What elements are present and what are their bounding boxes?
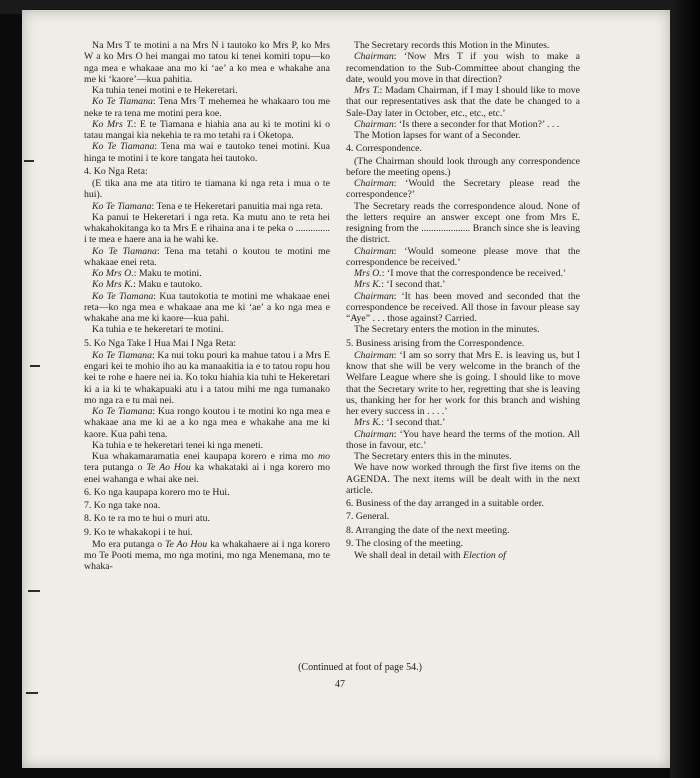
paragraph [84, 406, 330, 440]
paragraph: The Secretary records this Motion in the Minutes. [354, 40, 550, 51]
paragraph [346, 429, 580, 452]
paragraph [84, 350, 330, 406]
speaker: Chairman [354, 290, 394, 302]
maori-column [84, 40, 330, 573]
speaker: Ko Te Tiamana [92, 406, 153, 417]
paragraph [84, 291, 330, 325]
speaker: Chairman [354, 349, 394, 361]
speech: : E te Tiamana e hiahia ana au ki te motini ki o tatau mangai kia nekehia te ra mo tetahi ra i Oketopa. [84, 118, 330, 141]
paragraph: Ka tuhia tenei motini e te Hekeretari. [92, 85, 238, 96]
text-run: tera putanga o [84, 462, 147, 474]
paragraph [346, 268, 580, 279]
text-run: ka whakataki ai i nga korero mo enei wahanga e whai ake nei. [84, 462, 330, 485]
paragraph [84, 119, 330, 142]
speaker: Mrs T. [354, 85, 380, 96]
paragraph [346, 119, 580, 130]
paragraph: Ka panui te Hekeretari i nga reta. Ka mutu ano te reta hei whakahokitanga ko ta Mrs E e rihaina ana i te peka o .............. i te mea e haere ana ia he wahi ke. [84, 211, 330, 246]
text-run: We shall deal in detail with [354, 550, 464, 561]
speech: : Tena ma wai e tautoko tenei motini. Kua hinga te motini i te kore tangata hei tautoko. [84, 141, 330, 164]
speech: : Maku te motini. [133, 268, 202, 279]
paragraph [346, 51, 580, 85]
paragraph [346, 85, 580, 119]
list-item: 7. Ko nga take noa. [84, 500, 161, 511]
paragraph: We have now worked through the first five items on the AGENDA. The next items will be dealt with in the next article. [346, 462, 580, 496]
speaker: Ko Te Tiamana [92, 96, 153, 108]
speech: : ‘Is there a seconder for that Motion?’ . . . [393, 118, 560, 130]
continued-note: (Continued at foot of page 54.) [298, 662, 422, 673]
speaker: Ko Te Tiamana [92, 290, 154, 302]
speaker: Ko Mrs K. [92, 279, 134, 291]
paragraph: The Secretary enters this in the minutes. [354, 451, 512, 462]
text-run: Mo era putanga o [92, 538, 165, 550]
speech: : Tena ma tetahi o koutou te motini me whakaae enei reta. [84, 245, 330, 268]
paragraph: Ka tuhia e te hekeretari tenei ki nga meneti. [92, 439, 264, 451]
speech: : Tena e te Hekeretari panuitia mai nga reta. [151, 200, 323, 212]
margin-mark [26, 692, 38, 694]
speech: : ‘You have heard the terms of the motion. All those in favour, etc.’ [346, 428, 580, 451]
paragraph [84, 279, 330, 290]
speech: : Madam Chairman, if I may I should like to move that our representatives ask that the date be changed to a Sale-Day later in October, etc., etc., etc.’ [346, 85, 581, 119]
section-heading: 5. Ko Nga Take I Hua Mai I Nga Reta: [84, 337, 237, 349]
speaker: Mrs O. [354, 268, 382, 279]
paragraph [346, 279, 580, 290]
speaker: Chairman [354, 428, 394, 440]
speech: : ‘Would someone please move that the correspondence be received.’ [346, 245, 580, 268]
speech: : ‘I second that.’ [381, 417, 446, 429]
speaker: Ko Te Tiamana [92, 349, 152, 361]
paragraph [84, 201, 330, 212]
paragraph: The Secretary reads the correspondence aloud. None of the letters require an answer except one from Mrs E. resigning from the .................... Branch since she is leaving the district. [346, 200, 580, 246]
speaker: Mrs K. [354, 279, 382, 291]
section-heading: 5. Business arising from the Correspondence. [346, 337, 525, 349]
speaker: Ko Mrs O. [92, 268, 134, 279]
list-item: 8. Arranging the date of the next meeting. [346, 524, 510, 536]
speaker: Chairman [354, 245, 394, 257]
paragraph [346, 417, 580, 428]
paragraph [84, 141, 330, 164]
paragraph [346, 550, 580, 561]
speaker: Ko Te Tiamana [92, 245, 157, 257]
margin-mark [30, 365, 40, 367]
paragraph [84, 96, 330, 119]
paragraph [346, 350, 580, 418]
text-run: ka whakahaere ai i nga korero mo Te Pooti mema, mo nga motini, mo nga Menemana, mo te whaka- [84, 538, 330, 573]
speaker: Mrs K. [354, 417, 382, 429]
speaker: Ko Mrs T. [92, 118, 134, 130]
speech: : ‘It has been moved and seconded that the correspondence be received. All those in favour please say “Aye” . . . those against? Carried. [346, 290, 580, 324]
paragraph [346, 178, 580, 201]
speech: : Maku e tautoko. [133, 279, 203, 291]
speaker: Ko Te Tiamana [92, 141, 155, 153]
list-item: 8. Ko te ra mo te hui o muri atu. [84, 513, 210, 525]
speech: : Kua tautokotia te motini me whakaae enei reta—ko nga mea e whakaae ana me ki ‘ae’ a ko nga mea e whakahe ana me ki kaore—kua pahi. [84, 290, 330, 324]
text-run: Election of [463, 550, 506, 561]
paragraph: The Secretary enters the motion in the minutes. [354, 324, 540, 336]
paragraph: The Motion lapses for want of a Seconder. [354, 130, 521, 141]
paragraph [346, 291, 580, 325]
paragraph: Na Mrs T te motini a na Mrs N i tautoko ko Mrs P, ko Mrs W a ko Mrs O hei mangai mo tatou ki tenei komiti topu—ko nga mea e whakaae ana mo ki ‘ae’ a ko mea e whakahe ana me ki ‘kaore’—kua pahitia. [84, 40, 330, 85]
speaker: Chairman [354, 51, 394, 63]
section-heading: 4. Ko Nga Reta: [84, 165, 148, 177]
paragraph [346, 246, 580, 269]
page-number: 47 [335, 679, 345, 690]
speaker: Ko Te Tiamana [92, 200, 152, 212]
speech: : ‘I am so sorry that Mrs E. is leaving us, but I know that she will be very welcome in the branch of the Welfare League where she is going. I should like to move that the Secretary write to her, regretting that she is leaving us, thanking her for her work for this branch and wishing her every success in . . . .’ [346, 349, 580, 417]
speech: : ‘Now Mrs T if you wish to make a recomendation to the Sub-Committee about changing the date, would you move in that direction? [346, 51, 580, 85]
speaker: Chairman [354, 118, 394, 130]
list-item: 9. The closing of the meeting. [346, 537, 464, 549]
speech: : Kua rongo koutou i te motini ko nga mea e whakaae ana me ki ae a ko nga mea e whakahe ana me ki kaore. Kua pahi tena. [84, 406, 330, 440]
paragraph [84, 246, 330, 269]
text-run: mo [318, 451, 330, 462]
speech: : ‘I move that the correspondence be received.’ [381, 268, 567, 279]
text-run: Kua whakamaramatia enei kaupapa korero e rima mo [92, 451, 319, 462]
paragraph: Ka tuhia e te hekeretari te motini. [92, 324, 224, 336]
speech: : ‘Would the Secretary please read the correspondence?’ [346, 178, 580, 201]
speech: : Ka nui toku pouri ka mahue tatou i a Mrs E engari kei te mohio iho au ka manaakitia ia e to tatou ropu hou kei te rohe e haere nei ia. Ko toku hiahia kia tuhi te Hekeretari ki a ia ki te whakapuaki atu i a tatou mihi me nga tumanako mo nga ra e tu mai nei. [84, 349, 330, 406]
list-item: 9. Ko te whakakopi i te hui. [84, 526, 193, 538]
paragraph [84, 539, 330, 573]
margin-mark [28, 590, 40, 592]
binding-edge [670, 0, 700, 778]
paragraph: (E tika ana me ata titiro te tiamana ki nga reta i mua o te hui). [84, 178, 330, 201]
paragraph [84, 451, 330, 485]
speech: : ‘I second that.’ [381, 279, 446, 291]
paragraph: (The Chairman should look through any correspondence before the meeting opens.) [346, 155, 580, 178]
publication-title: Te Ao Hou [164, 538, 208, 550]
list-item: 6. Business of the day arranged in a suitable order. [346, 498, 544, 509]
paragraph [84, 268, 330, 279]
list-item: 6. Ko nga kaupapa korero mo te Hui. [84, 486, 230, 498]
list-item: 7. General. [346, 511, 390, 523]
speech: : Tena Mrs T mehemea he whakaaro tou me neke te ra tena me motini pera koe. [84, 96, 331, 119]
english-column [346, 40, 580, 561]
publication-title: Te Ao Hou [146, 462, 191, 474]
speaker: Chairman [354, 178, 394, 189]
section-heading: 4. Correspondence. [346, 143, 422, 155]
margin-mark [24, 160, 34, 162]
